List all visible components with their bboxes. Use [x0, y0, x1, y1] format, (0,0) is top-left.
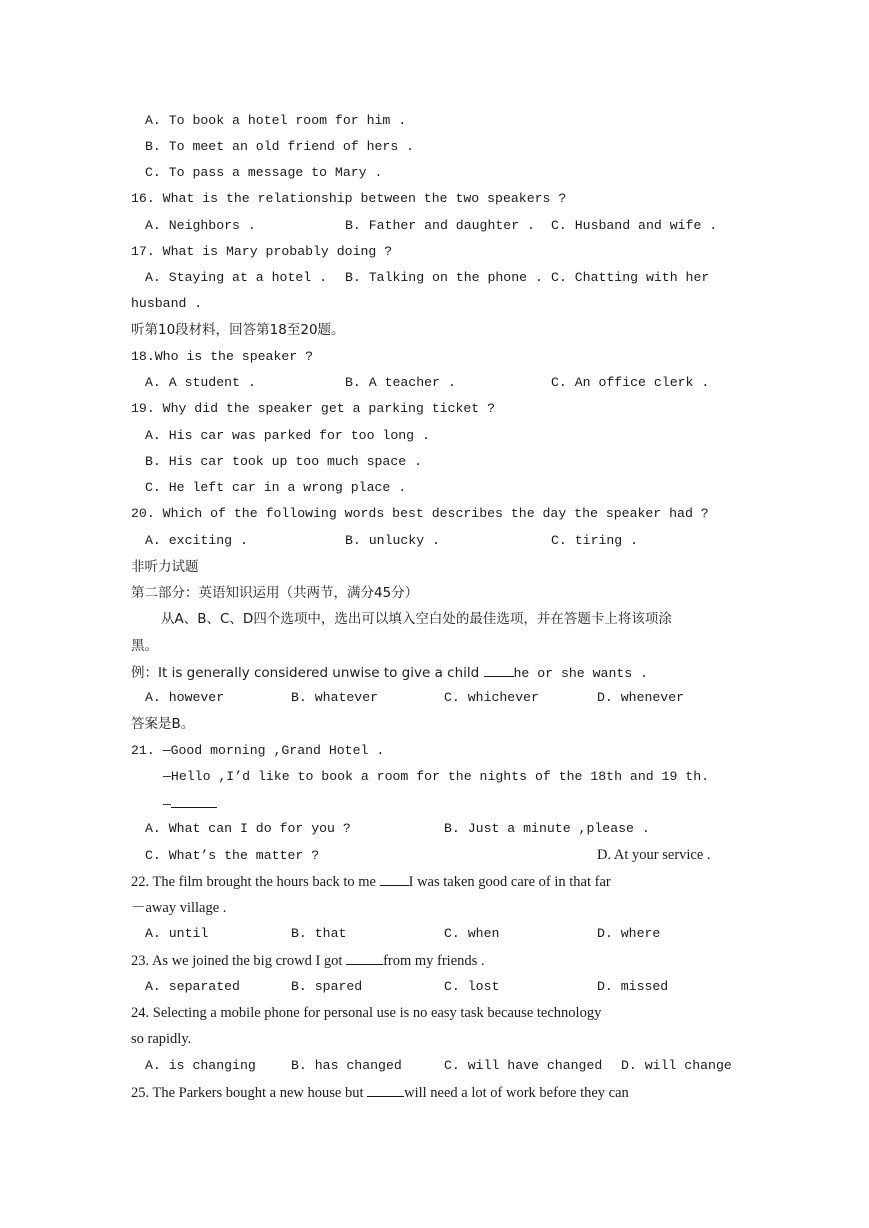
answer-blank: [367, 1083, 404, 1097]
answer-blank: [346, 951, 383, 965]
q22-option-a: A. until: [145, 926, 209, 941]
question-21: 21. —Good morning ,Grand Hotel .: [131, 743, 385, 758]
q23-text-post: from my friends .: [383, 953, 485, 969]
q24-option-b: B. has changed: [291, 1058, 402, 1073]
q17-option-c: C. Chatting with her: [551, 270, 710, 285]
q16-option-c: C. Husband and wife .: [551, 218, 718, 233]
question-18: 18.Who is the speaker ?: [131, 349, 314, 364]
q19-option-c: C. He left car in a wrong place .: [145, 480, 407, 495]
q17-option-c-cont: husband .: [131, 296, 203, 311]
q18-option-b: B. A teacher .: [345, 375, 456, 390]
question-19: 19. Why did the speaker get a parking ticket ?: [131, 401, 496, 416]
q15-option-c: C. To pass a message to Mary .: [145, 165, 383, 180]
q16-option-b: B. Father and daughter .: [345, 218, 535, 233]
example-text-post: he or she wants .: [513, 666, 649, 681]
example-option-d: D. whenever: [597, 690, 685, 705]
question-23: [131, 951, 485, 970]
question-17: 17. What is Mary probably doing ?: [131, 244, 393, 259]
instructions-line-2: 黑。: [131, 638, 158, 654]
question-24: 24. Selecting a mobile phone for personal use is no easy task because technology: [131, 1005, 602, 1021]
q22-text-pre: 22. The film brought the hours back to me: [131, 874, 380, 890]
answer-blank: [380, 872, 409, 886]
question-16: 16. What is the relationship between the two speakers ?: [131, 191, 567, 206]
q24-option-d: D. will change: [621, 1058, 732, 1073]
q23-option-a: A. separated: [145, 979, 240, 994]
q22-option-c: C. when: [444, 926, 500, 941]
q15-option-a: A. To book a hotel room for him .: [145, 113, 407, 128]
example-option-b: B. whatever: [291, 690, 379, 705]
q18-option-a: A. A student .: [145, 375, 256, 390]
q21-dash: —: [163, 797, 171, 812]
q15-option-b: B. To meet an old friend of hers .: [145, 139, 415, 154]
part-2-heading: 第二部分：英语知识运用（共两节，满分45分）: [131, 585, 419, 601]
q23-option-d: D. missed: [597, 979, 669, 994]
q17-option-b: B. Talking on the phone .: [345, 270, 543, 285]
q22-option-d: D. where: [597, 926, 661, 941]
q21-option-c: C. What’s the matter ?: [145, 848, 320, 863]
q22-line-2: －away village .: [131, 900, 227, 916]
q20-option-c: C. tiring .: [551, 533, 639, 548]
q24-line-2: so rapidly.: [131, 1031, 192, 1047]
q24-option-a: A. is changing: [145, 1058, 256, 1073]
q18-option-c: C. An office clerk .: [551, 375, 710, 390]
q17-option-a: A. Staying at a hotel .: [145, 270, 328, 285]
q25-text-post: will need a lot of work before they can: [404, 1085, 629, 1101]
example-option-c: C. whichever: [444, 690, 539, 705]
example-question: [131, 663, 648, 683]
q24-option-c: C. will have changed: [444, 1058, 603, 1073]
q19-option-a: A. His car was parked for too long .: [145, 428, 430, 443]
q21-option-b: B. Just a minute ,please .: [444, 821, 650, 836]
q21-line-3: [163, 794, 217, 814]
answer-blank: [484, 663, 514, 677]
question-25: [131, 1083, 629, 1102]
q21-line-2: —Hello ,I’d like to book a room for the nights of the 18th and 19 th.: [163, 769, 710, 784]
q22-option-b: B. that: [291, 926, 347, 941]
example-answer: 答案是B。: [131, 716, 195, 732]
example-text-pre: 例：It is generally considered unwise to give a child: [131, 665, 484, 681]
q22-text-post: I was taken good care of in that far: [408, 874, 611, 890]
question-20: 20. Which of the following words best describes the day the speaker had ?: [131, 506, 709, 521]
q16-option-a: A. Neighbors .: [145, 218, 256, 233]
instructions-line-1: 从A、B、C、D四个选项中，选出可以填入空白处的最佳选项，并在答题卡上将该项涂: [161, 611, 672, 627]
section-10-heading: 听第10段材料，回答第18至20题。: [131, 322, 345, 338]
q25-text-pre: 25. The Parkers bought a new house but: [131, 1085, 368, 1101]
q23-text-pre: 23. As we joined the big crowd I got: [131, 953, 347, 969]
q21-option-a: A. What can I do for you ?: [145, 821, 351, 836]
q20-option-a: A. exciting .: [145, 533, 248, 548]
non-listening-heading: 非听力试题: [131, 559, 199, 575]
q19-option-b: B. His car took up too much space .: [145, 454, 422, 469]
q23-option-b: B. spared: [291, 979, 363, 994]
q20-option-b: B. unlucky .: [345, 533, 440, 548]
question-22: [131, 872, 611, 891]
example-option-a: A. however: [145, 690, 225, 705]
q23-option-c: C. lost: [444, 979, 500, 994]
q21-option-d: D. At your service .: [597, 847, 711, 863]
answer-blank: [171, 794, 217, 808]
